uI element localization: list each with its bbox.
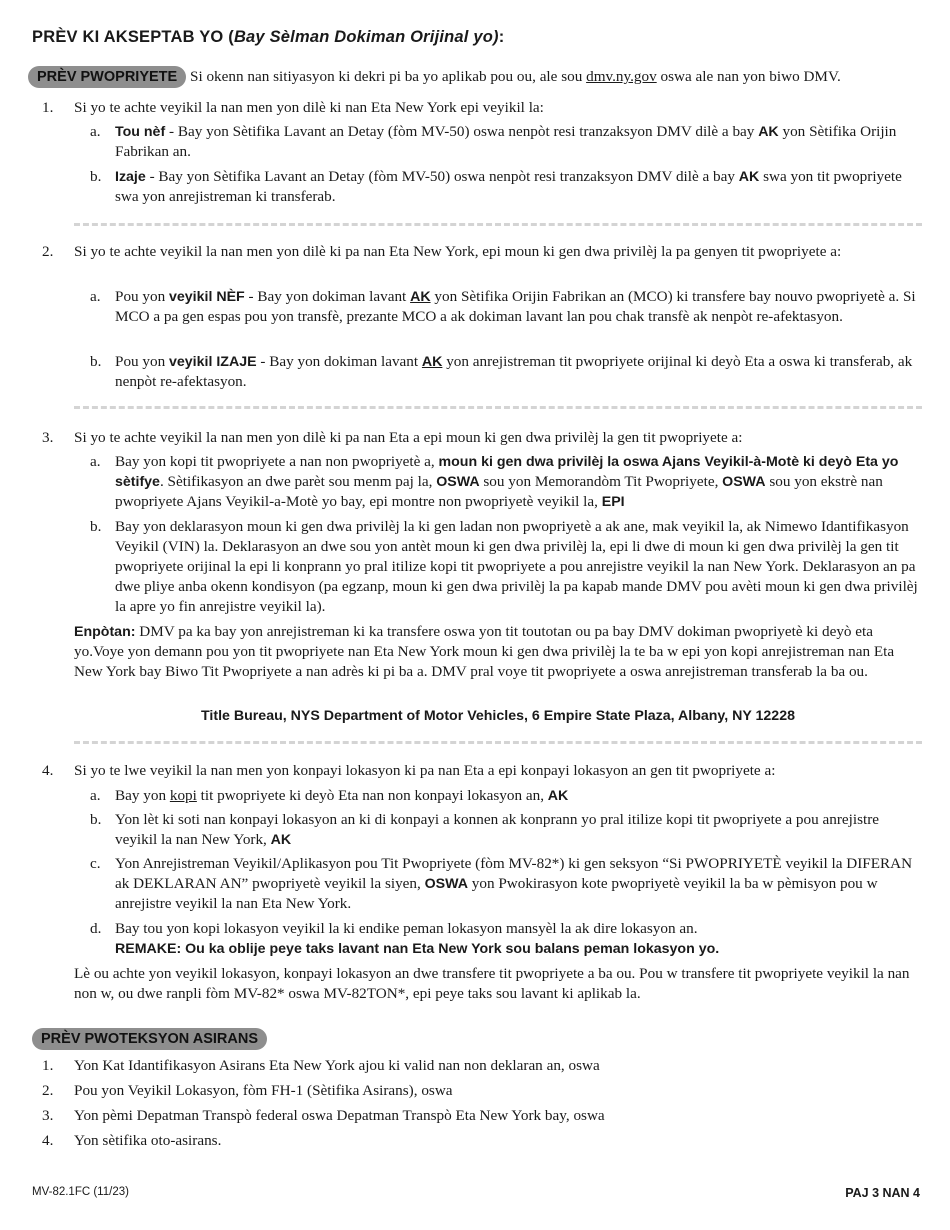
important-note: Enpòtan: DMV pa ka bay yon anrejistreman ki ka transfere oswa yon tit toutotan ou pa bay DMV dokiman pwopriyetè ki deyò eta yo.Voye yon demann pou yon tit pwopriyete nan Eta New York moun ki gen dwa privilèj la te ba w epi yon kopi anrejistreman nan Eta New York bay Biwo Tit Pwopriyete a nan adrès ki pi ba a. DMV pral voye tit pwopriyete a oswa anrejistreman transferab la ba ou. — [74, 623, 895, 680]
ownership-section-pill: PRÈV PWOPRIYETE — [28, 66, 186, 88]
important-note-label: Enpòtan: — [74, 624, 136, 640]
document-page: PRÈV KI AKSEPTAB YO (Bay Sèlman Dokiman Orijinal yo): PRÈV PWOPRIYETE Si okenn nan sitiyasyon ki dekri pi ba yo aplikab pou ou, ale sou dmv.ny.gov oswa ale nan yon biwo DMV. 1. Si yo te achte veyikil la nan men yon dilè ki nan Eta New York epi veyikil la: a. Tou nèf - Bay yon Sètifika Lavant an Detay (fòm MV-50) oswa nenpòt resi tranzaksyon DMV dilè a bay AK yon Sètifika Orijin Fabrikan an. b. Izaje - Bay yon Sètifika Lavant an Detay (fòm MV-50) oswa nenpòt resi tranzaksyon DMV dilè a bay AK swa yon tit pwopriyete swa yon anrejistreman ki transferab. 2. Si yo te achte veyikil la nan men yon dilè ki pa nan Eta New York, epi moun ki gen dwa privilèj la pa genyen tit pwopriyete a: a. Pou yon veyikil NÈF - Bay yon dokiman lavant AK yon Sètifika Orijin Fabrikan an (MCO) ki transfere bay nouvo pwopriyetè a. Si MCO a pa gen espas pou yon transfè, prezante MCO a ak dokiman lavant lan pou chak transfè ak nenpòt re-afektasyon. b. Pou yon veyikil IZAJE - Bay yon dokiman lavant AK yon anrejistreman tit pwopriyete orijinal ki deyò Eta a oswa ki transferab, ak nenpòt re-afektasyon. 3. Si yo te achte veyikil la nan men yon dilè ki pa nan Eta a epi moun ki gen dwa privilèj la gen tit pwopriyete a: a. Bay yon kopi tit pwopriyete a nan non pwopriyetè a, moun ki gen dwa privilèj la oswa Ajans Veyikil-à-Motè ki deyò Eta yo sètifye. Sètifikasyon an dwe parèt sou menm paj la, OSWA sou yon Memorandòm Tit Pwopriyete, OSWA sou yon ekstrè nan pwopriyete Ajans Veyikil-a-Motè yo bay, epi montre non pwopriyetè veyikil la, EPI b. Bay yon deklarasyon moun ki gen dwa privilèj la ki gen ladan non pwopriyetè a ak ane, mak veyikil la, ak Nimewo Idantifikasyon Veyikil (VIN) la. Deklarasyon an dwe sou yon antèt moun ki gen dwa privilèj la, epi li dwe di moun ki gen dwa privilèj la gen tit pwopriyete orijinal la epi li konprann yo pral itilize kopi tit pwopriyete a pou anrejistre veyikil la nan New York. Deklarasyon an pa dwe pliye anba okenn kondisyon (pa egzanp, moun ki gen dwa privilèj la pa kapab mande DMV pou avèti moun ki gen dwa privilèj la apre yo fin anrejistre veyikil la). Enpòtan: DMV pa ka bay yon anrejistreman ki ka transfere oswa yon tit toutotan ou pa bay DMV dokiman pwopriyetè ki deyò eta yo.Voye yon demann pou yon tit pwopriyete nan Eta New York moun ki gen dwa privilèj la te ba w epi yon kopi anrejistreman nan Eta New York bay Biwo Tit Pwopriyete a nan adrès ki pi ba a. DMV pral voye tit pwopriyete a oswa anrejistreman transferab la ba ou. Title Bureau, NYS Department of Motor Vehicles, 6 Empire State Plaza, Albany, NY 12228 4. Si yo te lwe veyikil la nan men yon konpayi lokasyon ki pa nan Eta a epi konpayi lokasyon an gen tit pwopriyete a: a. Bay yon kopi tit pwopriyete ki deyò Eta nan non konpayi lokasyon an, AK b. Yon lèt ki soti nan konpayi lokasyon an ki di konpayi a konnen ak konprann yo pral itilize kopi tit pwopriyete a pou anrejistre veyikil la nan New York, AK c. Yon Anrejistreman Veyikil/Aplikasyon pou Tit Pwopriyete (fòm MV-82*) ki gen seksyon “Si PWOPRIYETÈ veyikil la DIFERAN ak DEKLARAN AN” pwopriyetè veyikil la siyen, OSWA yon Pwokirasyon kote pwopriyetè veyikil la ba w pèmisyon pou w anrejistre veyikil la nan Eta New York. d. Bay tou yon kopi lokasyon veyikil la ki endike peman lokasyon mansyèl la ak dire lokasyon an. REMAKE: Ou ka oblije peye taks lavant nan Eta New York sou balans peman lokasyon yo. Lè ou achte yon veyikil lokasyon, konpayi lokasyon an dwe transfere tit pwopriyete a ba ou. Pou w transfere tit pwopriyete veyikil la nan non w, ou dwe ranpli fòm MV-82* oswa MV-82TON*, epi peye taks sou lavant ki aplikab la. PRÈV PWOTEKSYON ASIRANS 1. Yon Kat Idantifikasyon Asirans Eta New York ajou ki valid nan non deklaran an, oswa 2. Pou yon Veyikil Lokasyon, fòm FH-1 (Sètifika Asirans), oswa 3. Yon pèmi Depatman Transpò federal oswa Depatman Transpò Eta New York bay, oswa 4. Yon sètifika oto-asirans. MV-82.1FC (11/23) PAJ 3 NAN 4 — [0, 0, 950, 1230]
form-id: MV-82.1FC (11/23) — [32, 1186, 129, 1198]
dmv-website-link[interactable]: dmv.ny.gov — [586, 68, 657, 85]
section-divider — [74, 741, 922, 744]
section-divider — [74, 223, 922, 226]
insurance-section-pill: PRÈV PWOTEKSYON ASIRANS — [32, 1028, 267, 1050]
section-divider — [74, 406, 922, 409]
title-bureau-address: Title Bureau, NYS Department of Motor Vehicles, 6 Empire State Plaza, Albany, NY 12228 — [201, 708, 795, 724]
insurance-heading — [32, 1028, 932, 1050]
remake-note: REMAKE: Ou ka oblije peye taks lavant nan Eta New York sou balans peman lokasyon yo. — [115, 941, 720, 957]
ownership-intro: PRÈV PWOPRIYETE Si okenn nan sitiyasyon ki dekri pi ba yo aplikab pou ou, ale sou dmv.ny.gov oswa ale nan yon biwo DMV. — [28, 66, 928, 88]
page-title-italic: Bay Sèlman Dokiman Orijinal yo) — [233, 28, 499, 46]
lease-closing-note: Lè ou achte yon veyikil lokasyon, konpayi lokasyon an dwe transfere tit pwopriyete a ba ou. Pou w transfere tit pwopriyete veyikil la nan non w, ou dwe ranpli fòm MV-82* oswa MV-82TON*, epi peye taks sou lavant ki aplikab la. — [74, 965, 910, 1002]
page-title: PRÈV KI AKSEPTAB YO (Bay Sèlman Dokiman Orijinal yo): — [32, 28, 505, 46]
page-number: PAJ 3 NAN 4 — [845, 1186, 920, 1200]
